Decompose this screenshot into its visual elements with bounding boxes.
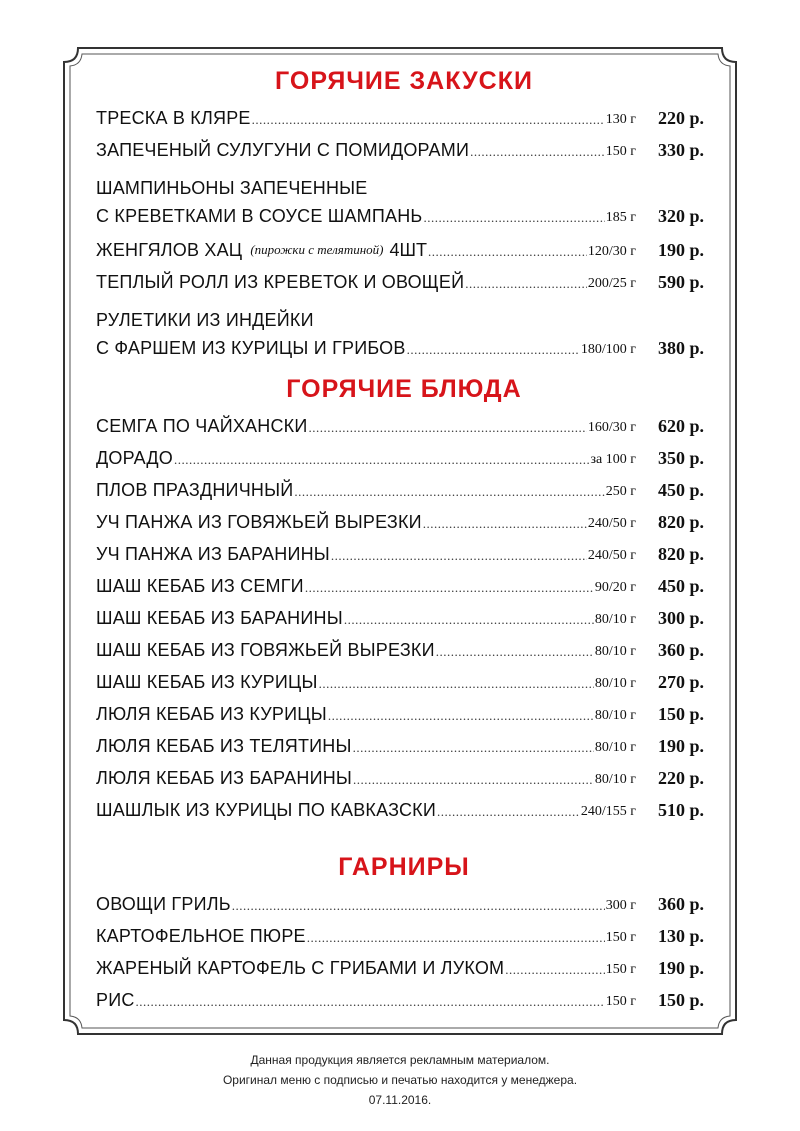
- menu-item: [96, 172, 712, 232]
- section-hot-appetizers: [96, 102, 712, 364]
- item-row: [96, 446, 712, 470]
- item-weight: 180/100 г: [580, 342, 636, 357]
- menu-item: [96, 234, 712, 266]
- item-price: 300 р.: [658, 608, 705, 628]
- item-name: ЛЮЛЯ КЕБАБ ИЗ ТЕЛЯТИНЫ: [96, 736, 352, 756]
- item-weight: 130 г: [605, 112, 636, 127]
- item-row: [96, 798, 712, 822]
- item-weight: 80/10 г: [594, 740, 636, 755]
- item-price: 190 р.: [658, 240, 705, 260]
- item-name: ЗАПЕЧЕНЫЙ СУЛУГУНИ С ПОМИДОРАМИ: [96, 140, 470, 160]
- item-row: [96, 478, 712, 502]
- dot-leader: [328, 706, 594, 726]
- section-title-hot-dishes: ГОРЯЧИЕ БЛЮДА: [286, 375, 522, 403]
- item-name: ЛЮЛЯ КЕБАБ ИЗ БАРАНИНЫ: [96, 768, 353, 788]
- item-name-first-line: РУЛЕТИКИ ИЗ ИНДЕЙКИ: [96, 310, 314, 330]
- dot-leader: [308, 418, 586, 438]
- item-weight: 80/10 г: [594, 772, 636, 787]
- item-row: [96, 542, 712, 566]
- menu-item: [96, 666, 712, 698]
- item-name: ЖЕНГЯЛОВ ХАЦ: [96, 240, 243, 260]
- item-price: 510 р.: [658, 800, 705, 820]
- menu-item: [96, 134, 712, 166]
- item-price: 190 р.: [658, 958, 705, 978]
- item-row: [96, 238, 712, 262]
- menu-item: [96, 888, 712, 920]
- item-name: СЕМГА ПО ЧАЙХАНСКИ: [96, 416, 308, 436]
- item-name: КАРТОФЕЛЬНОЕ ПЮРЕ: [96, 926, 306, 946]
- item-row: [96, 638, 712, 662]
- item-row: [96, 106, 712, 130]
- item-price: 590 р.: [658, 272, 705, 292]
- item-weight: 200/25 г: [587, 276, 636, 291]
- dot-leader: [436, 642, 594, 662]
- item-price: 450 р.: [658, 576, 705, 596]
- item-row: [96, 606, 712, 630]
- item-weight: 240/50 г: [587, 516, 636, 531]
- dot-leader: [353, 738, 594, 758]
- menu-item: [96, 698, 712, 730]
- item-price: 330 р.: [658, 140, 705, 160]
- item-price: 190 р.: [658, 736, 705, 756]
- item-row: [96, 924, 712, 948]
- item-row: [96, 510, 712, 534]
- item-price: 270 р.: [658, 672, 705, 692]
- item-row: [96, 138, 712, 162]
- section-title-hot-appetizers: ГОРЯЧИЕ ЗАКУСКИ: [275, 67, 533, 95]
- item-weight: 240/155 г: [580, 804, 636, 819]
- item-price: 820 р.: [658, 512, 705, 532]
- item-price: 360 р.: [658, 894, 705, 914]
- menu-item: [96, 920, 712, 952]
- menu-item: [96, 634, 712, 666]
- item-name: ШАШ КЕБАБ ИЗ ГОВЯЖЬЕЙ ВЫРЕЗКИ: [96, 640, 435, 660]
- dot-leader: [423, 208, 604, 228]
- dot-leader: [174, 450, 590, 470]
- dot-leader: [136, 992, 605, 1012]
- item-name: ТРЕСКА В КЛЯРЕ: [96, 108, 251, 128]
- item-price: 150 р.: [658, 704, 705, 724]
- dot-leader: [331, 546, 587, 566]
- dot-leader: [344, 610, 594, 630]
- item-name: ЖАРЕНЫЙ КАРТОФЕЛЬ С ГРИБАМИ И ЛУКОМ: [96, 958, 505, 978]
- footer: [0, 1050, 800, 1110]
- item-name: ТЕПЛЫЙ РОЛЛ ИЗ КРЕВЕТОК И ОВОЩЕЙ: [96, 272, 465, 292]
- dot-leader: [353, 770, 594, 790]
- menu-item: [96, 762, 712, 794]
- item-name: РИС: [96, 990, 135, 1010]
- item-price: 360 р.: [658, 640, 705, 660]
- menu-item: [96, 952, 712, 984]
- menu-item: [96, 506, 712, 538]
- dot-leader: [305, 578, 594, 598]
- item-weight: 250 г: [605, 484, 636, 499]
- menu-item: [96, 266, 712, 298]
- menu-item: [96, 794, 712, 826]
- section-garnishes: [96, 888, 712, 1016]
- dot-leader: [232, 896, 605, 916]
- footer-disclaimer: Данная продукция является рекламным материалом.: [250, 1053, 550, 1067]
- item-weight: 80/10 г: [594, 708, 636, 723]
- item-row: [96, 702, 712, 726]
- dot-leader: [505, 960, 605, 980]
- menu-item: [96, 474, 712, 506]
- item-weight: 80/10 г: [594, 612, 636, 627]
- item-weight: 150 г: [605, 144, 636, 159]
- item-weight: 185 г: [605, 210, 636, 225]
- item-weight: за 100 г: [590, 452, 636, 467]
- item-name: ЛЮЛЯ КЕБАБ ИЗ КУРИЦЫ: [96, 704, 327, 724]
- item-name-first-line: ШАМПИНЬОНЫ ЗАПЕЧЕННЫЕ: [96, 178, 368, 198]
- item-price: 320 р.: [658, 206, 705, 226]
- item-weight: 300 г: [605, 898, 636, 913]
- item-quantity: 4ШТ: [389, 240, 428, 260]
- item-price: 130 р.: [658, 926, 705, 946]
- dot-leader: [470, 142, 605, 162]
- item-price: 220 р.: [658, 108, 705, 128]
- item-row: [96, 670, 712, 694]
- item-row: [96, 892, 712, 916]
- item-name: ШАШ КЕБАБ ИЗ БАРАНИНЫ: [96, 608, 343, 628]
- item-weight: 150 г: [605, 994, 636, 1009]
- menu-item: [96, 730, 712, 762]
- menu-item: [96, 410, 712, 442]
- dot-leader: [437, 802, 580, 822]
- dot-leader: [294, 482, 604, 502]
- item-name: ШАШЛЫК ИЗ КУРИЦЫ ПО КАВКАЗСКИ: [96, 800, 436, 820]
- menu-item: [96, 442, 712, 474]
- item-row: [96, 270, 712, 294]
- item-price: 220 р.: [658, 768, 705, 788]
- item-price: 820 р.: [658, 544, 705, 564]
- item-weight: 120/30 г: [587, 244, 636, 259]
- footer-original-note: Оригинал меню с подписью и печатью находится у менеджера.: [222, 1073, 578, 1087]
- dot-leader: [319, 674, 594, 694]
- menu-item: [96, 602, 712, 634]
- item-name: ШАШ КЕБАБ ИЗ КУРИЦЫ: [96, 672, 318, 692]
- item-weight: 80/10 г: [594, 644, 636, 659]
- menu-item: [96, 304, 712, 364]
- dot-leader: [407, 340, 580, 360]
- item-weight: 80/10 г: [594, 676, 636, 691]
- item-row: [96, 574, 712, 598]
- section-hot-dishes: [96, 410, 712, 826]
- footer-date: 07.11.2016.: [368, 1093, 432, 1107]
- item-row: [96, 414, 712, 438]
- item-name: С ФАРШЕМ ИЗ КУРИЦЫ И ГРИБОВ: [96, 338, 406, 358]
- item-price: 380 р.: [658, 338, 705, 358]
- menu-content: [96, 60, 712, 1016]
- item-name: ПЛОВ ПРАЗДНИЧНЫЙ: [96, 480, 294, 500]
- item-weight: 90/20 г: [594, 580, 636, 595]
- section-title-garnishes: ГАРНИРЫ: [338, 853, 470, 881]
- dot-leader: [465, 274, 587, 294]
- item-note: (пирожки с телятиной): [250, 242, 384, 257]
- menu-item: [96, 102, 712, 134]
- item-row: [96, 956, 712, 980]
- dot-leader: [252, 110, 605, 130]
- item-row: [96, 336, 712, 360]
- item-name: УЧ ПАНЖА ИЗ БАРАНИНЫ: [96, 544, 330, 564]
- item-price: 350 р.: [658, 448, 705, 468]
- dot-leader: [428, 242, 587, 262]
- item-weight: 240/50 г: [587, 548, 636, 563]
- item-row: [96, 766, 712, 790]
- item-row: [96, 988, 712, 1012]
- item-name: ОВОЩИ ГРИЛЬ: [96, 894, 231, 914]
- item-name: УЧ ПАНЖА ИЗ ГОВЯЖЬЕЙ ВЫРЕЗКИ: [96, 512, 422, 532]
- menu-item: [96, 984, 712, 1016]
- item-price: 450 р.: [658, 480, 705, 500]
- dot-leader: [423, 514, 587, 534]
- item-price: 150 р.: [658, 990, 705, 1010]
- item-name: ШАШ КЕБАБ ИЗ СЕМГИ: [96, 576, 304, 596]
- menu-item: [96, 538, 712, 570]
- item-name: С КРЕВЕТКАМИ В СОУСЕ ШАМПАНЬ: [96, 206, 423, 226]
- item-row: [96, 204, 712, 228]
- item-weight: 160/30 г: [587, 420, 636, 435]
- item-weight: 150 г: [605, 962, 636, 977]
- dot-leader: [307, 928, 605, 948]
- menu-item: [96, 570, 712, 602]
- item-row: [96, 734, 712, 758]
- item-weight: 150 г: [605, 930, 636, 945]
- item-name: ДОРАДО: [96, 448, 173, 468]
- item-price: 620 р.: [658, 416, 705, 436]
